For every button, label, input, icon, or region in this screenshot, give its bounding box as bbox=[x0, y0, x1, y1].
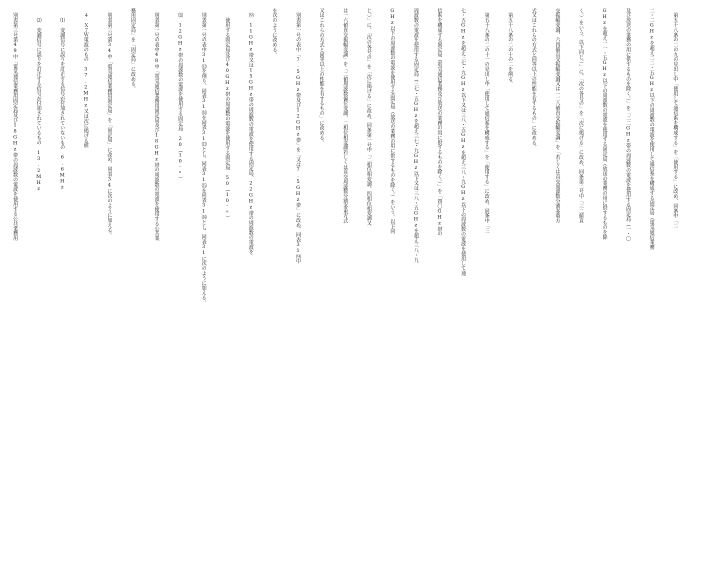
text-column: 及び放送の業務の用に供するものを除く。）」を「二二GHz帯の周波数の電波を使用する固定局（一・〇 bbox=[625, 8, 632, 242]
text-column: 別表第一号の表中31⒀を削り、同表31⒁を同表31⒀とし、同表31⒂を同表31⒁とし、同表31に次のように加える。 bbox=[200, 8, 207, 305]
text-column: ⑵ 変調信号に誤りを訂正する信号が付加されているもの 13.2MHz bbox=[35, 8, 42, 192]
text-column: ⑼ 11GHz帯又は15GHz帯の周波数の電波を使用する固定局、22GHz帯の周波数の電波を bbox=[247, 8, 254, 255]
text-column: 七・五GHzを超え三七・九GHz以下又は三八・五GHzを超え三八・九GHz以下の周波数の電波を使用して通 bbox=[460, 8, 467, 276]
text-column: 周波数の電波を使用する固定局（三七・五GHzを超え三七・九GHz以下又は三八・五GHzを超え三八・九 bbox=[412, 8, 419, 263]
text-column: を次のように改める。 bbox=[271, 8, 278, 57]
text-column: 務用固定局」を「固定局」に改める。 bbox=[129, 8, 136, 92]
text-column: ⒂ 12GHz帯の周波数の電波を使用する固定局 20（10⁻⁶） bbox=[177, 8, 184, 182]
text-column: 第五十八条の二の十の二を削る。 bbox=[507, 8, 514, 87]
text-column: 別表第一号の表中「7.5GHz帯及び12GHz帯」を「又は7.5GHz帯」に改め、同表31⑼中 bbox=[295, 8, 302, 264]
text-column: 信系を構成する固定局（電気通信業務及び放送の業務の用に供するものを除く。）」を「四〇GHz帯の bbox=[436, 8, 443, 237]
text-column: く。）をいう。以下同じ。）」に、「次の各号の」を「次に掲げる」に改め、同条第二号中「三二値直 bbox=[577, 8, 584, 224]
vertical-text-body bbox=[0, 8, 694, 560]
text-column: じ。）」に、「次の各号の」を「次に掲げる」に改め、同条第一号中「二相位相変調、四相位相変調又 bbox=[365, 8, 372, 226]
text-column: GHz以下の周波数の電波を使用する固定局（放送の業務の用に供するものを除く。）をいう。以下同 bbox=[389, 8, 396, 234]
text-column: ⑴ 変調信号に誤りを訂正する信号が付加されていないもの 6.6MHz bbox=[59, 8, 66, 191]
text-column: 又はこれらの方式と同等以上の性能を有するもの」に改める。 bbox=[318, 8, 325, 145]
text-column: 第五十八条の二の九の見出し中「使用して通信系を構成する」を「使用する」に改め、同条中「二 bbox=[672, 8, 679, 229]
text-column: 式又はこれらの方式と同等以上の性能を有するもの」に改める。 bbox=[530, 8, 537, 150]
text-column: 別表第三号第49中「電気通信業務用固定局及び18GHz帯の周波数の電波を使用する公共業務用 bbox=[12, 8, 19, 241]
text-column: GHzを超え一一・五GHz以下の周波数の電波を使用する固定局（放送の業務の用に供するものを除 bbox=[601, 8, 608, 240]
text-column: は一六値直交振幅変調」を「二値周波数偏位変調、二相位相変調若しくは直交周波数分割多重方式 bbox=[342, 8, 349, 224]
text-column: 第五十八条の二の十一の見出し中「使用して通信系を構成する」を「使用する」に改め、同条中「三 bbox=[483, 8, 490, 233]
text-column: 別表第一号の表中48中「電気通信業務用固定局及び18GHz帯の周波数の電波を使用する公共業 bbox=[153, 8, 160, 241]
text-column: 交振幅変調、六四値直交振幅変調又は一二八値直交振幅変調」を「若しくは直交周波数分割多重方 bbox=[554, 8, 561, 224]
text-column: 使用する固定局及び40GHz帯の周波数の電波を使用する固定局 50（10⁻⁶） bbox=[224, 8, 231, 221]
text-column: ４ Ｘ７Ｗ電波のもの 37.2MHz又は次に掲げる値 bbox=[82, 8, 89, 148]
text-column: 別表第三号第34中「電気通信業務用固定局」を「固定局」に改め、同表34に次のように加える。 bbox=[106, 8, 113, 238]
text-column: 二・二GHzを超え二二・五GHz以下の周波数の電波を使用して通信系を構成する固定局（電気通信業務 bbox=[648, 8, 655, 250]
